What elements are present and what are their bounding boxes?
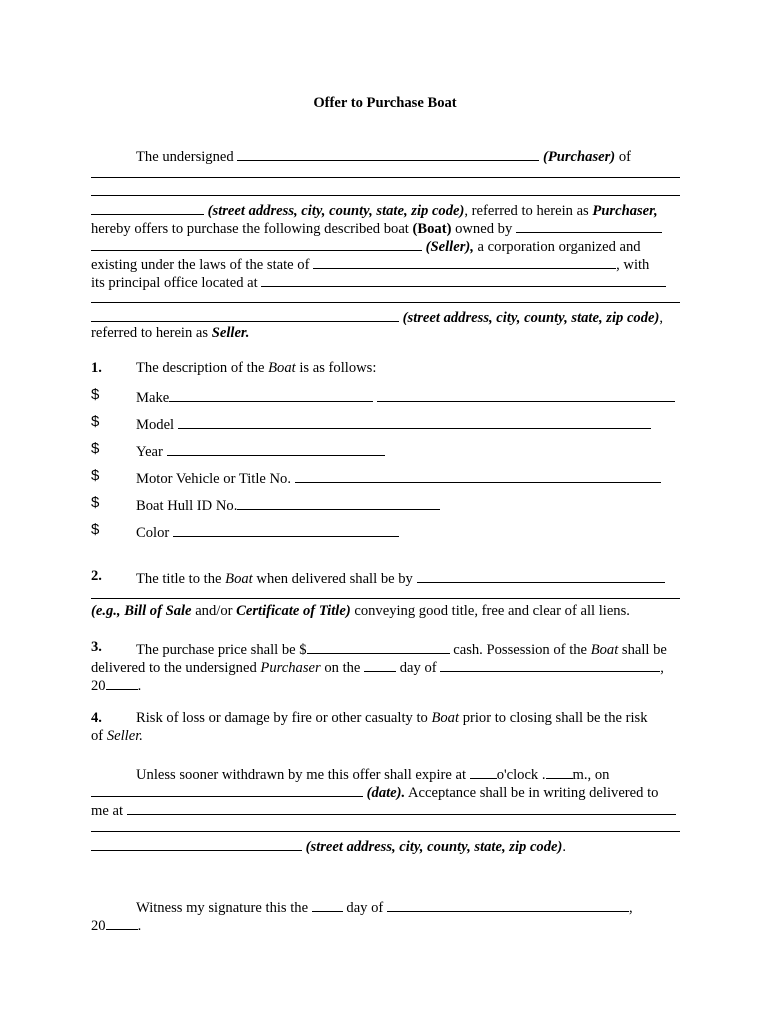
title-no-blank[interactable]	[295, 468, 661, 483]
model-blank[interactable]	[178, 414, 651, 429]
bullet-title-no: $	[91, 467, 100, 484]
field-color: Color	[136, 522, 399, 542]
witness-line-1: Witness my signature this the day of ,	[136, 897, 633, 917]
section-2-line-1: The title to the Boat when delivered shall be by	[136, 568, 665, 588]
intro-line-5: existing under the laws of the state of , with	[91, 254, 649, 274]
possession-year-blank[interactable]	[106, 675, 138, 690]
section-3-number: 3.	[91, 639, 102, 655]
document-title: Offer to Purchase Boat	[313, 95, 457, 111]
field-hull-id: Boat Hull ID No.	[136, 495, 440, 515]
witness-month-blank[interactable]	[387, 897, 629, 912]
intro-line-2: (street address, city, county, state, zip code), referred to herein as Purchaser,	[91, 200, 658, 220]
purchaser-address-blank[interactable]	[91, 200, 204, 215]
color-blank[interactable]	[173, 522, 399, 537]
bullet-make: $	[91, 386, 100, 403]
field-title-no: Motor Vehicle or Title No.	[136, 468, 661, 488]
intro-line-6: its principal office located at	[91, 272, 666, 292]
expiry-line-3: me at	[91, 800, 676, 820]
owner-blank[interactable]	[516, 218, 662, 233]
make-blank[interactable]	[169, 387, 373, 402]
seller-address-blank[interactable]	[91, 307, 399, 322]
field-year: Year	[136, 441, 385, 461]
possession-day-blank[interactable]	[364, 657, 396, 672]
delivery-address-rule[interactable]	[91, 831, 680, 832]
section-4-line-1: Risk of loss or damage by fire or other casualty to Boat prior to closing shall be the risk	[136, 710, 648, 726]
title-method-rule[interactable]	[91, 598, 680, 599]
possession-month-blank[interactable]	[440, 657, 660, 672]
bullet-model: $	[91, 413, 100, 430]
section-3-line-1: The purchase price shall be $ cash. Possession of the Boat shall be	[136, 639, 667, 659]
section-3-line-2: delivered to the undersigned Purchaser on the day of ,	[91, 657, 664, 677]
intro-line-3: hereby offers to purchase the following described boat (Boat) owned by	[91, 218, 662, 238]
seller-office-blank[interactable]	[261, 272, 666, 287]
seller-state-blank[interactable]	[313, 254, 616, 269]
intro-line-8: referred to herein as Seller.	[91, 325, 250, 341]
intro-line-4: (Seller), a corporation organized and	[91, 236, 641, 256]
purchaser-name-blank[interactable]	[237, 146, 539, 161]
purchaser-address-rule-2[interactable]	[91, 195, 680, 196]
section-4-line-2: of Seller.	[91, 728, 143, 744]
purchaser-address-rule-1[interactable]	[91, 177, 680, 178]
intro-line-7: (street address, city, county, state, zip code),	[91, 307, 663, 327]
expiry-ampm-blank[interactable]	[546, 764, 573, 779]
price-blank[interactable]	[307, 639, 450, 654]
section-1-number: 1.	[91, 360, 102, 376]
field-model: Model	[136, 414, 651, 434]
delivery-address-blank-2[interactable]	[91, 836, 302, 851]
witness-line-2: 20 .	[91, 915, 141, 935]
expiry-line-2: (date). Acceptance shall be in writing delivered to	[91, 782, 658, 802]
witness-day-blank[interactable]	[312, 897, 343, 912]
expiry-hour-blank[interactable]	[470, 764, 497, 779]
delivery-address-blank[interactable]	[127, 800, 676, 815]
expiry-line-1: Unless sooner withdrawn by me this offer shall expire at o'clock . m., on	[136, 764, 609, 784]
year-blank[interactable]	[167, 441, 385, 456]
field-make: Make	[136, 387, 675, 407]
seller-address-rule[interactable]	[91, 302, 680, 303]
bullet-year: $	[91, 440, 100, 457]
section-1-heading: The description of the Boat is as follows:	[136, 360, 377, 376]
hull-id-blank[interactable]	[237, 495, 440, 510]
intro-line-1: The undersigned (Purchaser) of	[136, 146, 631, 166]
make-blank-2[interactable]	[377, 387, 675, 402]
section-2-line-2: (e.g., Bill of Sale and/or Certificate of Title) conveying good title, free and clear of all liens.	[91, 603, 630, 619]
seller-name-blank[interactable]	[91, 236, 422, 251]
title-method-blank[interactable]	[417, 568, 665, 583]
section-2-number: 2.	[91, 568, 102, 584]
section-3-line-3: 20 .	[91, 675, 141, 695]
expiry-line-4: (street address, city, county, state, zip code).	[91, 836, 566, 856]
bullet-hull-id: $	[91, 494, 100, 511]
section-4-number: 4.	[91, 710, 102, 726]
expiry-date-blank[interactable]	[91, 782, 363, 797]
witness-year-blank[interactable]	[106, 915, 138, 930]
bullet-color: $	[91, 521, 100, 538]
